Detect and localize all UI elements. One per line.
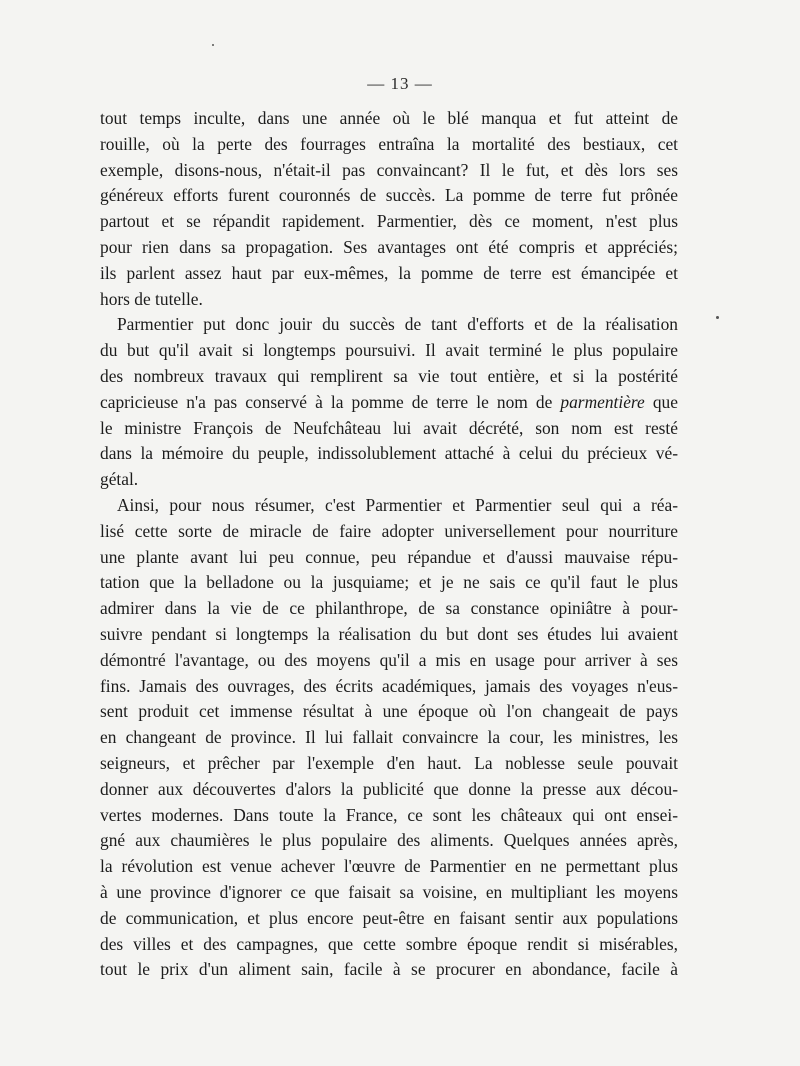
- text-line: dans la mémoire du peuple, indissolublement attaché à celui du précieux vé-: [100, 443, 678, 464]
- page-number: — 13 —: [367, 74, 433, 93]
- text-line: des villes et des campagnes, que cette sombre époque rendit si misérables,: [100, 933, 678, 954]
- italic-term: parmentière: [560, 391, 645, 412]
- text-line: exemple, disons-nous, n'était-il pas convaincant? Il le fut, et dès lors ses: [100, 159, 678, 180]
- text-line: des nombreux travaux qui remplirent sa vie tout entière, et si la postérité: [100, 365, 678, 386]
- text-line: gétal.: [100, 469, 139, 490]
- text-line: seigneurs, et prêcher par l'exemple d'en haut. La noblesse seule pouvait: [100, 752, 678, 773]
- body-text: [100, 106, 678, 983]
- text-line: sent produit cet immense résultat à une époque où l'on changeait de pays: [100, 701, 678, 722]
- paragraph: [100, 312, 678, 493]
- text-line: admirer dans la vie de ce philanthrope, de sa constance opiniâtre à pour-: [100, 598, 678, 619]
- text-line: à une province d'ignorer ce que faisait sa voisine, en multipliant les moyens: [100, 881, 678, 902]
- text-line: généreux efforts furent couronnés de succès. La pomme de terre fut prônée: [100, 185, 678, 206]
- text-line: la révolution est venue achever l'œuvre de Parmentier en ne permettant plus: [100, 856, 678, 877]
- text-line: du but qu'il avait si longtemps poursuivi. Il avait terminé le plus populaire: [100, 340, 678, 361]
- text-line: rouille, où la perte des fourrages entraîna la mortalité des bestiaux, cet: [100, 133, 678, 154]
- text-line: tout temps inculte, dans une année où le blé manqua et fut atteint de: [100, 108, 678, 128]
- ink-speck: [716, 316, 719, 319]
- text-line: gné aux chaumières le plus populaire des aliments. Quelques années après,: [100, 830, 678, 851]
- text-line: tout le prix d'un aliment sain, facile à se procurer en abondance, facile à: [100, 959, 678, 980]
- text-fragment: capricieuse n'a pas conservé à la pomme de terre le nom de: [100, 391, 553, 412]
- text-line: en changeant de province. Il lui fallait convaincre la cour, les ministres, les: [100, 727, 678, 748]
- text-line: fins. Jamais des ouvrages, des écrits académiques, jamais des voyages n'eus-: [100, 675, 678, 696]
- text-line-with-italic: [100, 390, 678, 416]
- text-line: vertes modernes. Dans toute la France, ce sont les châteaux qui ont ensei-: [100, 804, 678, 825]
- ink-speck: [212, 44, 214, 46]
- paragraph: [100, 493, 678, 983]
- text-line: une plante avant lui peu connue, peu répandue et d'aussi mauvaise répu-: [100, 546, 678, 567]
- text-line: suivre pendant si longtemps la réalisation du but dont ses études lui avaient: [100, 623, 678, 644]
- text-line: donner aux découvertes d'alors la publicité que donne la presse aux décou-: [100, 778, 678, 799]
- text-line: partout et se répandit rapidement. Parmentier, dès ce moment, n'est plus: [100, 211, 678, 232]
- text-line: de communication, et plus encore peut-être en faisant sentir aux populations: [100, 907, 678, 928]
- text-line: ils parlent assez haut par eux-mêmes, la pomme de terre est émancipée et: [100, 262, 678, 283]
- text-line: démontré l'avantage, ou des moyens qu'il a mis en usage pour arriver à ses: [100, 649, 678, 670]
- paragraph: [100, 106, 678, 312]
- text-line: lisé cette sorte de miracle de faire adopter universellement pour nourriture: [100, 520, 678, 541]
- text-line: hors de tutelle.: [100, 288, 203, 309]
- text-line: Ainsi, pour nous résumer, c'est Parmentier et Parmentier seul qui a réa-: [117, 494, 678, 515]
- text-line: le ministre François de Neufchâteau lui avait décrété, son nom est resté: [100, 417, 678, 438]
- text-line: pour rien dans sa propagation. Ses avantages ont été compris et appréciés;: [100, 236, 678, 257]
- text-fragment: que: [652, 391, 678, 412]
- text-line: tation que la belladone ou la jusquiame; et je ne sais ce qu'il faut le plus: [100, 572, 678, 593]
- text-line: Parmentier put donc jouir du succès de tant d'efforts et de la réalisation: [117, 314, 678, 335]
